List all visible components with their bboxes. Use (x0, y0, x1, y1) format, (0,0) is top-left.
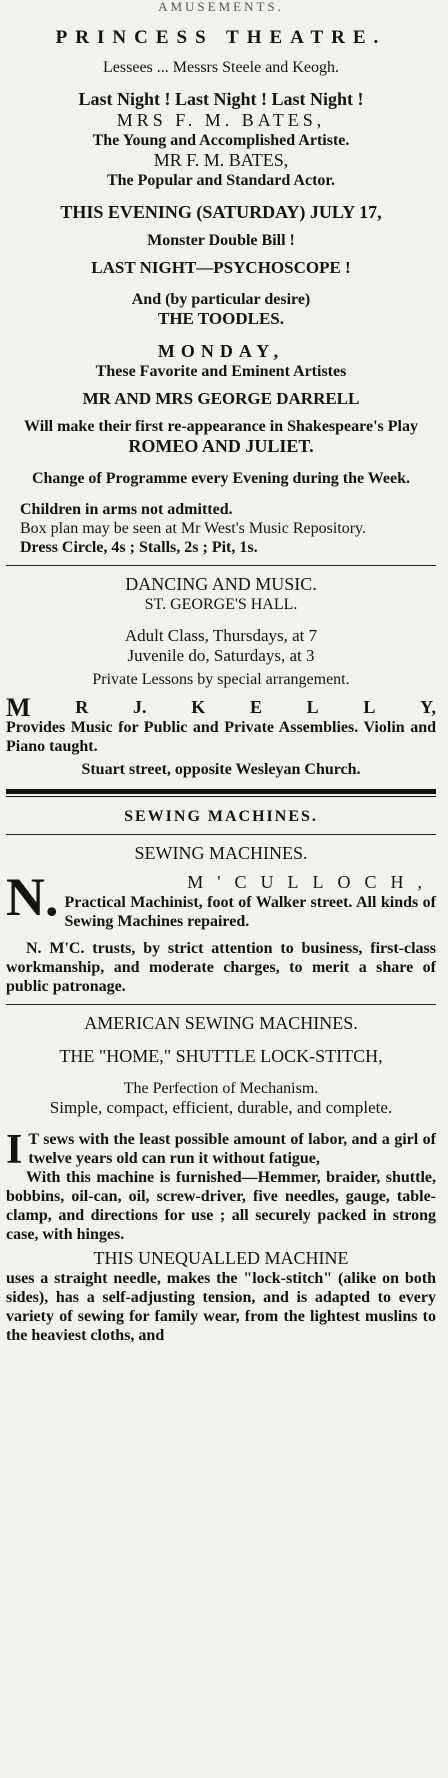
name-letter: K (191, 697, 206, 717)
teacher-name (6, 693, 436, 722)
desire-line: And (by particular desire) (131, 291, 311, 308)
lessees-line: Lessees ... Messrs Steele and Keogh. (103, 59, 339, 76)
psychoscope: LAST NIGHT—PSYCHOSCOPE ! (91, 258, 351, 277)
mcculloch-body (6, 867, 436, 931)
monday: MONDAY, (157, 341, 285, 361)
american-sewing-ad (6, 1013, 436, 1345)
drop-cap: I (6, 1127, 23, 1173)
ad-title: AMERICAN SEWING MACHINES. (84, 1013, 358, 1033)
name-letter: R (75, 697, 89, 717)
name-letter: Y, (420, 697, 436, 717)
section-header-amusements: AMUSEMENTS. (158, 0, 284, 14)
thick-divider (6, 789, 436, 797)
private-lessons: Private Lessons by special arrangement. (92, 671, 350, 688)
performer-mr-desc: The Popular and Standard Actor. (106, 172, 336, 189)
ad-title: PRINCESS THEATRE. (55, 27, 387, 48)
romeo-line: ROMEO AND JULIET. (128, 436, 314, 456)
american-body (6, 1127, 436, 1173)
darrell-line: MR AND MRS GEORGE DARRELL (82, 389, 360, 408)
adult-class: Adult Class, Thursdays, at 7 (124, 626, 318, 645)
ad-title: SEWING MACHINES. (134, 843, 308, 863)
hall-line: ST. GEORGE'S HALL. (144, 596, 298, 613)
newspaper-column (6, 0, 436, 1345)
mcculloch-desc: Practical Machinist, foot of Walker street. All kinds of Sewing Machines repaired. (64, 894, 436, 930)
children-line: Children in arms not admitted. (20, 501, 233, 518)
ad-title: DANCING AND MUSIC. (125, 574, 317, 594)
name-letter: J. (132, 697, 147, 717)
performer-mr: MR F. M. BATES, (153, 150, 289, 170)
double-bill: Monster Double Bill ! (147, 232, 295, 249)
provides-line: Provides Music for Public and Private Assemblies. Violin and Piano taught. (6, 719, 436, 755)
simple-line: Simple, compact, efficient, durable, and complete. (49, 1098, 393, 1117)
favorite-line: These Favorite and Eminent Artistes (95, 363, 347, 380)
paragraph-3: uses a straight needle, makes the "lock-stitch" (alike on both sides), has a self-adjusting tension, and is adapted to every variety of sewing for family wear, from the lightest muslins to the heaviest cloths, and (6, 1270, 436, 1344)
divider (6, 565, 436, 566)
name-letter: E (249, 697, 262, 717)
will-make-line: Will make their first re-appearance in Shakespeare's Play (24, 418, 418, 435)
drop-cap: N. (6, 867, 59, 927)
divider (6, 1004, 436, 1005)
performer-mrs: MRS F. M. BATES, (116, 110, 326, 130)
performer-mrs-desc: The Young and Accomplished Artiste. (92, 132, 350, 149)
evening-line: THIS EVENING (SATURDAY) JULY 17, (60, 202, 382, 222)
paragraph-2: With this machine is furnished—Hemmer, braider, shuttle, bobbins, oil-can, oil, screw-driver, five needles, gauge, table-clamp, and directions for use ; all securely packed in strong case, with hinges. (6, 1169, 436, 1243)
address-line: Stuart street, opposite Wesleyan Church. (81, 761, 361, 778)
divider (6, 834, 436, 835)
perfection-line: The Perfection of Mechanism. (123, 1080, 319, 1097)
juvenile-class: Juvenile do, Saturdays, at 3 (127, 646, 315, 665)
name-letter: M (6, 693, 31, 722)
paragraph-1: T sews with the least possible amount of labor, and a girl of twelve years old can run it without fatigue, (28, 1131, 436, 1167)
box-plan-line: Box plan may be seen at Mr West's Music Repository. (20, 520, 366, 537)
princess-theatre-ad (6, 26, 436, 557)
mcculloch-trust: N. M'C. trusts, by strict attention to business, first-class workmanship, and moderate charges, to merit a share of public patronage. (6, 940, 436, 995)
mcculloch-ad (6, 843, 436, 996)
last-night-line: Last Night ! Last Night ! Last Night ! (78, 89, 364, 109)
name-letter: L (306, 697, 319, 717)
unequalled-heading: THIS UNEQUALLED MACHINE (93, 1248, 349, 1268)
change-line: Change of Programme every Evening during the Week. (31, 470, 411, 487)
home-title: THE "HOME," SHUTTLE LOCK-STITCH, (59, 1046, 383, 1066)
mcculloch-name: M'CULLOCH, (187, 872, 436, 892)
toodles: THE TOODLES. (158, 309, 284, 328)
name-letter: L (363, 697, 376, 717)
prices-line: Dress Circle, 4s ; Stalls, 2s ; Pit, 1s. (20, 539, 258, 556)
section-header-sewing: SEWING MACHINES. (124, 808, 318, 825)
dancing-music-ad (6, 574, 436, 779)
